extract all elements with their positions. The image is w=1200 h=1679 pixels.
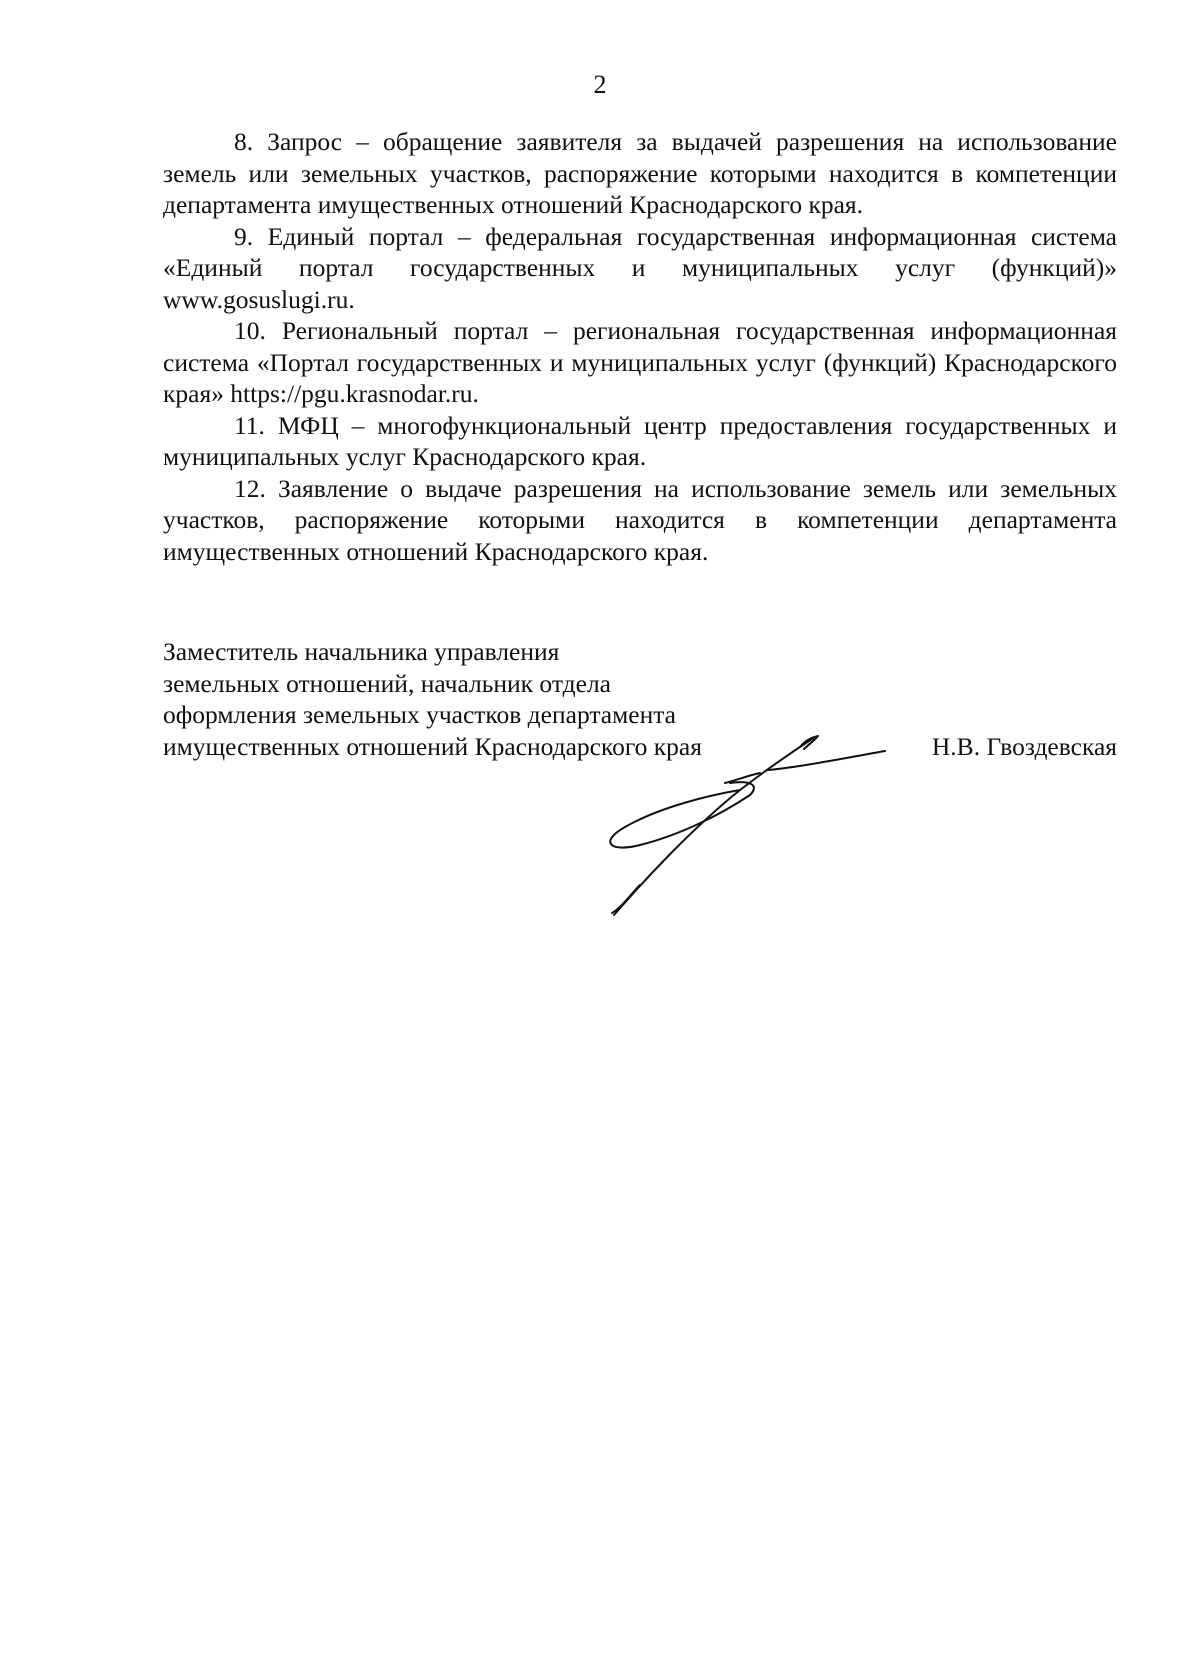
position-line: Заместитель начальника управления xyxy=(163,637,560,666)
position-line: имущественных отношений Краснодарского края xyxy=(163,731,702,761)
paragraph-9-unified-portal: 9. Единый портал – федеральная государственная информационная система «Единый портал государственных и муниципальных услуг (функций)» www.gosuslugi.ru. xyxy=(163,221,1117,314)
paragraph-8-request: 8. Запрос – обращение заявителя за выдачей разрешения на использование земель или земельных участков, распоряжение которыми находится в компетенции департамента имущественных отношений Краснодарского края. xyxy=(163,127,1117,219)
signatory-name: Н.В. Гвоздевская xyxy=(931,732,1117,761)
position-line: оформления земельных участков департамента xyxy=(163,700,677,729)
paragraph-10-regional-portal: 10. Региональный портал – региональная государственная информационная система «Портал государственных и муниципальных услуг (функций) Краснодарского края» https://pgu.krasnodar.ru. xyxy=(163,316,1117,408)
paragraph-12-application: 12. Заявление о выдаче разрешения на использование земель или земельных участков, распоряжение которыми находится в компетенции департамента имущественных отношений Краснодарского края. xyxy=(163,473,1117,566)
page-number: 2 xyxy=(593,70,607,99)
document-body xyxy=(163,126,1117,567)
handwritten-signature xyxy=(600,735,940,920)
position-line: земельных отношений, начальник отдела xyxy=(163,668,611,698)
paragraph-11-mfc: 11. МФЦ – многофункциональный центр предоставления государственных и муниципальных услуг Краснодарского края. xyxy=(163,410,1117,471)
